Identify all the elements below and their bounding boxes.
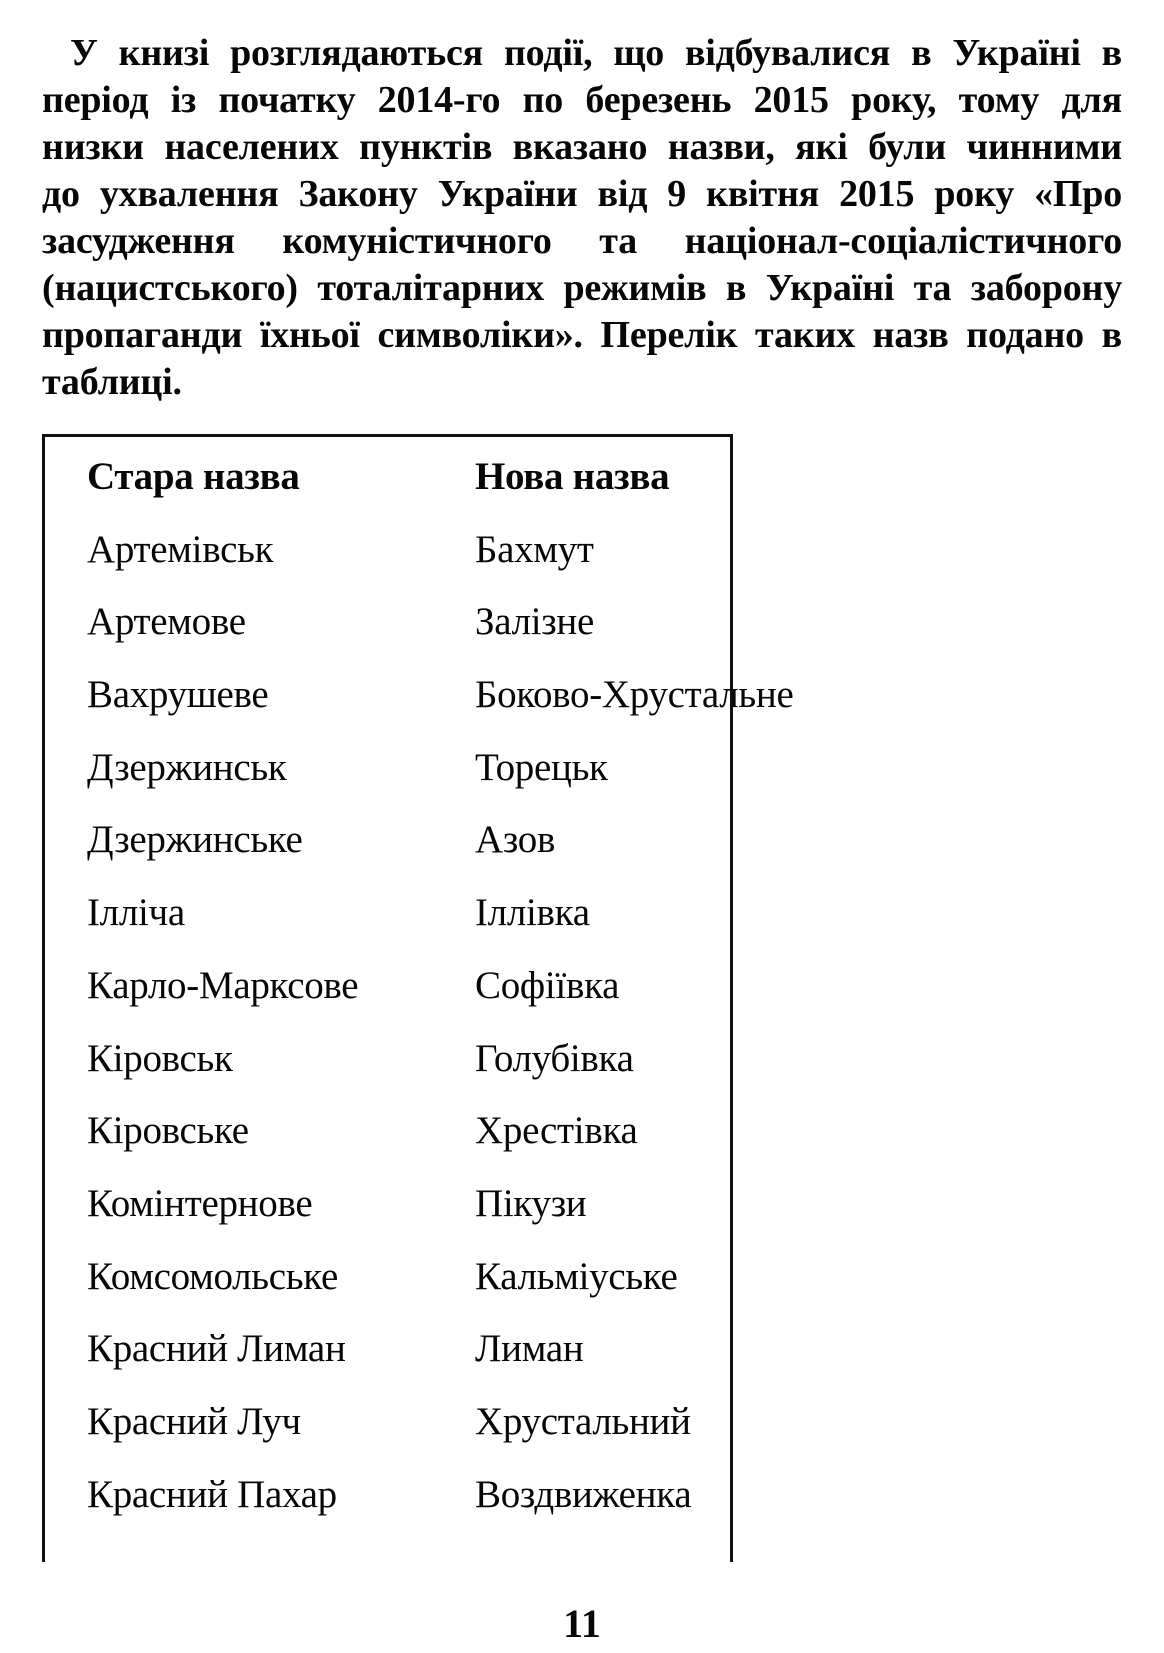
paragraph-line: період із початку 2014-го по березень 2015 року, тому для — [42, 79, 1122, 121]
old-name-cell: Красний Лиман — [87, 1327, 346, 1371]
new-name-cell: Боково-Хрустальне — [475, 673, 794, 717]
new-name-header: Нова назва — [475, 455, 670, 498]
old-name-header: Стара назва — [87, 455, 300, 498]
table-header-row — [87, 455, 730, 528]
new-name-cell: Залізне — [475, 600, 594, 644]
new-name-cell: Іллівка — [475, 891, 590, 935]
new-name-cell: Хрустальний — [475, 1399, 691, 1443]
new-name-cell: Софіївка — [475, 963, 620, 1007]
renames-table — [42, 434, 794, 1562]
new-name-cell: Голубівка — [475, 1036, 634, 1080]
table-row — [87, 818, 730, 891]
old-name-cell: Красний Пахар — [87, 1472, 337, 1516]
old-name-cell: Дзержинське — [87, 818, 303, 862]
paragraph-line: засудження комуністичного та націонал-соціалістичного — [42, 220, 1122, 262]
old-name-cell: Дзержинськ — [87, 745, 287, 789]
new-name-cell: Лиман — [475, 1327, 584, 1371]
old-name-cell: Красний Луч — [87, 1399, 301, 1443]
paragraph-line: таблиці. — [42, 361, 182, 403]
old-name-cell: Комсомольське — [87, 1254, 338, 1298]
table-row — [87, 1037, 730, 1110]
new-name-cell: Хрестівка — [475, 1109, 638, 1153]
page-number: 11 — [563, 1601, 601, 1646]
old-name-cell: Комінтернове — [87, 1181, 313, 1225]
old-name-cell: Артемівськ — [87, 527, 274, 571]
table-row — [87, 1473, 730, 1546]
old-name-cell: Артемове — [87, 600, 246, 644]
paragraph-line: (нацистського) тоталітарних режимів в Україні та заборону — [42, 267, 1122, 309]
table-row — [87, 673, 794, 746]
paragraph-line: пропаганди їхньої символіки». Перелік таких назв подано в — [42, 314, 1122, 356]
table-row — [87, 964, 730, 1037]
table-row — [87, 1400, 730, 1473]
table-row — [87, 891, 730, 964]
new-name-cell: Воздвиженка — [475, 1472, 692, 1516]
paragraph-line: У книзі розглядаються події, що відбувалися в Україні в — [70, 32, 1122, 74]
old-name-cell: Ілліча — [87, 891, 185, 935]
table-row — [87, 746, 730, 819]
new-name-cell: Бахмут — [475, 527, 594, 571]
new-name-cell: Кальміуське — [475, 1254, 678, 1298]
new-name-cell: Азов — [475, 818, 556, 862]
table-row — [87, 1327, 730, 1400]
new-name-cell: Пікузи — [475, 1181, 587, 1225]
paragraph-line: низки населених пунктів вказано назви, які були чинними — [42, 126, 1122, 168]
table-row — [87, 1255, 730, 1328]
paragraph-line: до ухвалення Закону України від 9 квітня 2015 року «Про — [42, 173, 1122, 215]
table-row — [87, 600, 730, 673]
old-name-cell: Кіровськ — [87, 1036, 233, 1080]
intro-paragraph — [42, 30, 1122, 406]
old-name-cell: Кіровське — [87, 1109, 249, 1153]
new-name-cell: Торецьк — [475, 745, 608, 789]
table-row — [87, 1182, 730, 1255]
table-row — [87, 528, 730, 601]
renames-table-body — [87, 527, 794, 1546]
table-row — [87, 1109, 730, 1182]
old-name-cell: Вахрушеве — [87, 673, 269, 717]
old-name-cell: Карло-Марксове — [87, 963, 359, 1007]
